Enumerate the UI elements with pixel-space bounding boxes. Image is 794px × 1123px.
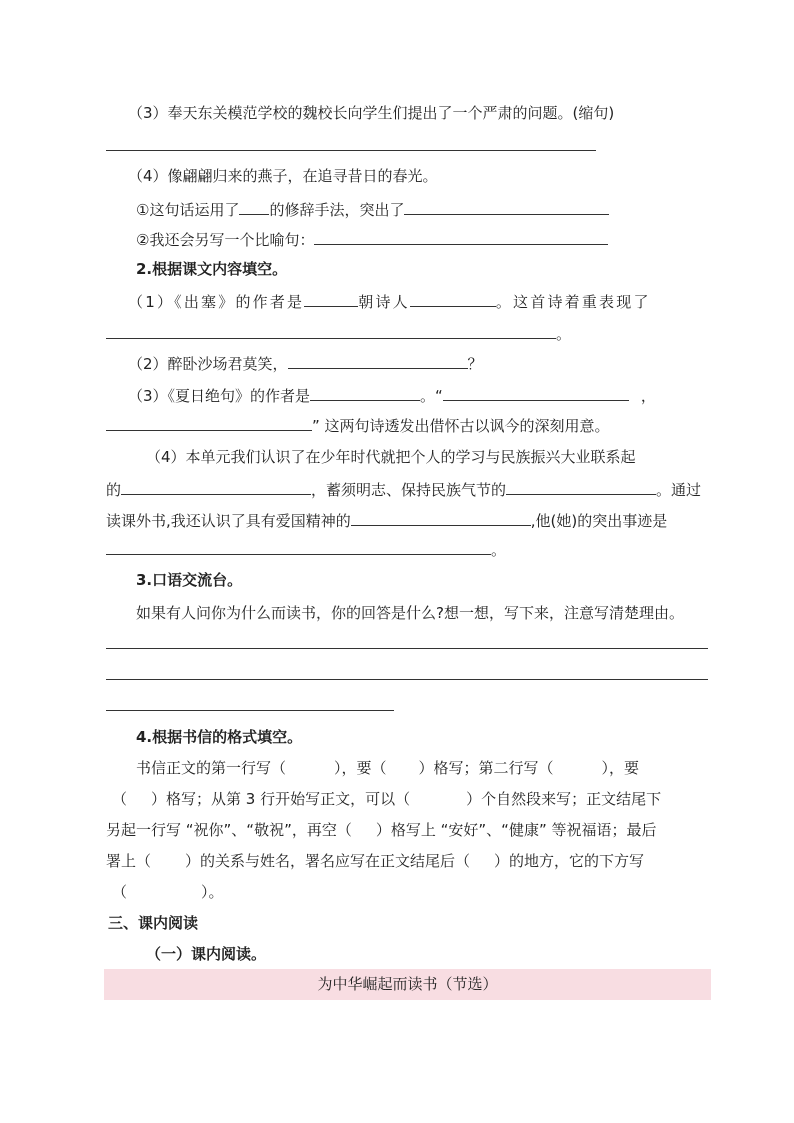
deeds-blank[interactable] <box>106 538 491 555</box>
l2-c: ）个自然段来写；正文结尾下 <box>466 790 662 808</box>
l5-b: ）。 <box>201 883 224 901</box>
s2p1-b: 朝诗人 <box>358 293 410 311</box>
l2-b: ）格写；从第 3 行开始写正文，可以（ <box>151 790 411 808</box>
theme-blank[interactable] <box>106 322 556 339</box>
s2p2-a: （2）醉卧沙场君莫笑， <box>128 355 288 373</box>
author-blank[interactable] <box>310 384 420 401</box>
s2p4-g: 。 <box>491 541 507 559</box>
emphasis-blank[interactable] <box>404 198 609 215</box>
section-3-heading: 3.口语交流台。 <box>136 571 243 589</box>
s2p3-a: （3）《夏日绝句》的作者是 <box>128 387 311 405</box>
sec2-item-1-cont <box>106 322 571 344</box>
letter-format-line-2 <box>112 789 661 809</box>
patriot-blank[interactable] <box>351 509 531 526</box>
l1-b: ），要（ <box>334 759 387 777</box>
q4-answer-2 <box>136 228 608 250</box>
l5-a: （ <box>112 883 128 901</box>
s2p3-b: 。“ <box>420 387 443 405</box>
q3-compress-sentence: （3）奉天东关模范学校的魏校长向学生们提出了一个严肃的问题。(缩句) <box>128 104 615 122</box>
section-2-heading: 2.根据课文内容填空。 <box>136 260 288 278</box>
verse-blank[interactable] <box>288 352 468 369</box>
sec2-item-2 <box>128 352 483 374</box>
sec2-item-1 <box>128 290 651 312</box>
l3-b: ）格写上 “安好”、“健康” 等祝福语；最后 <box>375 821 657 839</box>
s2p4-e: 读课外书,我还认识了具有爱国精神的 <box>106 512 351 530</box>
s2p1-c: 。这首诗着重表现了 <box>495 293 651 311</box>
l4-a: 署上（ <box>106 852 152 870</box>
section-4-heading: 4.根据书信的格式填空。 <box>136 728 303 746</box>
l2-a: （ <box>112 790 128 808</box>
l1-a: 书信正文的第一行写（ <box>136 759 287 777</box>
letter-format-line-1 <box>136 758 639 778</box>
answer-line-2[interactable] <box>106 679 708 680</box>
sec2-item-3 <box>128 384 656 406</box>
letter-format-line-4 <box>106 851 644 871</box>
sec2-item-4-line4 <box>106 538 506 560</box>
poem-line-1-blank[interactable] <box>443 384 629 401</box>
figure-blank-1[interactable] <box>121 478 311 495</box>
section-3-prompt: 如果有人问你为什么而读书，你的回答是什么?想一想，写下来，注意写清楚理由。 <box>136 604 684 622</box>
answer-line-3[interactable] <box>106 710 394 711</box>
s2p4-b: 的 <box>106 481 122 499</box>
metaphor-blank[interactable] <box>314 228 608 245</box>
passage-title-banner: 为中华崛起而读书（节选） <box>104 969 711 1000</box>
l4-c: ）的地方，它的下方写 <box>494 852 645 870</box>
reading-subheading: （一）课内阅读。 <box>146 945 267 963</box>
l1-d: ），要 <box>601 759 640 777</box>
figure-blank-2[interactable] <box>506 478 656 495</box>
q4-a1-middle: 的修辞手法，突出了 <box>269 201 405 219</box>
q4-sentence: （4）像翩翩归来的燕子，在追寻昔日的春光。 <box>128 167 438 185</box>
s2p4-f: ,他(她)的突出事迹是 <box>530 512 668 530</box>
l3-a: 另起一行写 “祝你”、“敬祝”，再空（ <box>106 821 352 839</box>
rhetoric-blank[interactable] <box>239 198 269 215</box>
answer-line-q3[interactable] <box>106 150 596 151</box>
sec2-item-4-line3 <box>106 509 667 531</box>
s2p3-d: ” 这两句诗透发出借怀古以讽今的深刻用意。 <box>312 417 610 435</box>
l4-b: ）的关系与姓名，署名应写在正文结尾后（ <box>185 852 471 870</box>
s2p1-a: （1）《出塞》的作者是 <box>128 293 305 311</box>
letter-format-line-5 <box>112 882 224 902</box>
s2p4-c: ，蓄须明志、保持民族气节的 <box>311 481 507 499</box>
letter-format-line-3 <box>106 820 656 840</box>
sec2-item-4: （4）本单元我们认识了在少年时代就把个人的学习与民族振兴大业联系起 <box>146 448 636 466</box>
sec2-item-3-cont <box>106 414 610 436</box>
s2p1-end: 。 <box>556 325 572 343</box>
q4-answer-1 <box>136 198 609 220</box>
poet-blank[interactable] <box>410 290 496 307</box>
s2p3-c: ， <box>640 387 656 405</box>
poem-line-2-blank[interactable] <box>106 414 312 431</box>
s2p4-d: 。通过 <box>656 481 702 499</box>
sec2-item-4-line2 <box>106 478 701 500</box>
dynasty-blank[interactable] <box>304 290 358 307</box>
s2p2-b: ？ <box>467 355 483 373</box>
answer-line-1[interactable] <box>106 648 708 649</box>
q4-a1-prefix: ①这句话运用了 <box>136 201 240 219</box>
q4-a2-label: ②我还会另写一个比喻句： <box>136 231 315 249</box>
l1-c: ）格写；第二行写（ <box>418 759 554 777</box>
section-reading-heading: 三、课内阅读 <box>108 914 199 932</box>
